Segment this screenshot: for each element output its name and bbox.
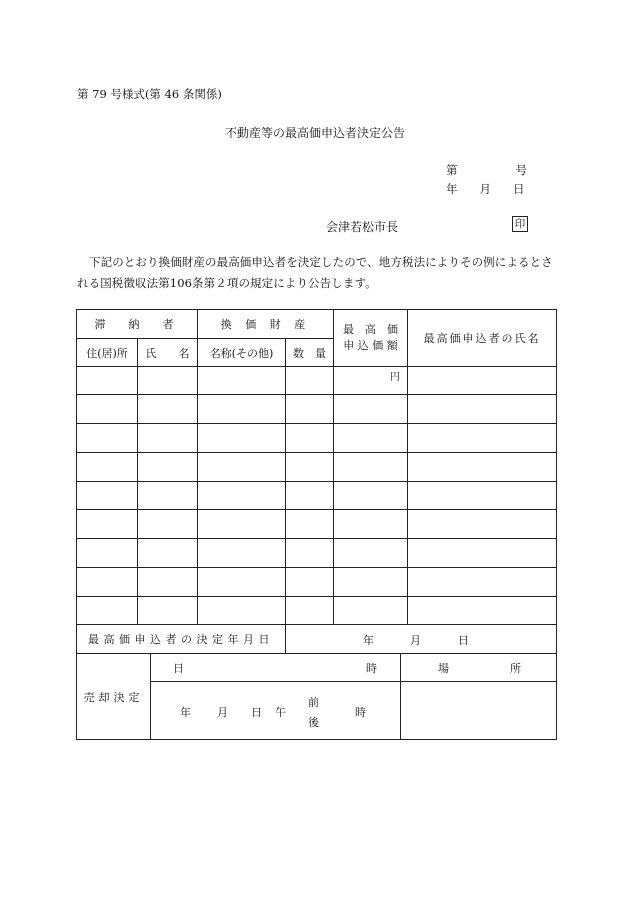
yen-unit: 円 (390, 372, 400, 383)
sale-datetime-label-day: 日 (173, 662, 184, 675)
row-line (76, 538, 557, 539)
decision-date-month: 月 (410, 634, 421, 647)
page-title: 不動産等の最高価申込者決定公告 (224, 126, 405, 140)
form-number: 第 79 号様式(第 46 条関係) (77, 87, 222, 101)
sub-header-quantity: 数 量 (293, 346, 326, 360)
row-line (76, 481, 557, 482)
seal-stamp: 印 (512, 216, 528, 232)
sale-place-label-ba: 場 (438, 662, 449, 675)
date-month: 月 (479, 182, 491, 196)
sale-date-year: 年 (180, 706, 191, 719)
number-dai: 第 (446, 163, 458, 177)
header-taxpayer: 滞 納 者 (94, 318, 180, 331)
date-day: 日 (513, 182, 525, 196)
sub-header-property-name: 名称(その他) (209, 346, 274, 360)
row-line (76, 567, 557, 568)
header-max-price-line2: 申 込 価 額 (343, 339, 398, 352)
sale-date-pm: 午 (275, 706, 286, 719)
sub-header-name: 氏 名 (145, 346, 190, 360)
row-line (76, 596, 557, 597)
sub-header-address: 住(居)所 (86, 346, 128, 360)
header-bottom-line (76, 366, 557, 367)
sale-date-day: 日 (251, 706, 262, 719)
row-line (76, 394, 557, 395)
decision-date-label: 最高価申込者の決定年月日 (88, 633, 274, 646)
notice-body (77, 252, 555, 294)
row-line (76, 423, 557, 424)
document-number-line (446, 162, 527, 178)
table-border-right (556, 309, 557, 740)
sale-place-label-sho: 所 (510, 662, 521, 675)
number-go: 号 (515, 163, 527, 177)
sale-date-go: 後 (308, 716, 319, 729)
issuer-mayor: 会津若松市長 (326, 220, 399, 234)
sale-divider (150, 653, 151, 739)
document-date-line (446, 181, 525, 197)
header-property: 換 価 財 産 (220, 318, 311, 331)
decision-date-day: 日 (458, 634, 469, 647)
header-max-price-line1: 最 高 価 (343, 323, 398, 336)
sale-date-zen: 前 (308, 696, 319, 709)
sale-datetime-label-time: 時 (366, 662, 377, 675)
row-line (76, 509, 557, 510)
sale-date-ji: 時 (355, 706, 366, 719)
notice-body-text: 下記のとおり換価財産の最高価申込者を決定したので、地方税法によりその例によるとされる国税徴収法第106条第２項の規定により公告します。 (77, 255, 553, 290)
row-line (76, 452, 557, 453)
col-line (137, 338, 138, 624)
table-border-bottom (76, 739, 557, 740)
header-max-price (334, 310, 407, 366)
decision-date-year: 年 (363, 634, 374, 647)
decision-divider (285, 624, 286, 653)
sale-date-month: 月 (217, 706, 228, 719)
sale-decision-label: 売却決定 (83, 690, 144, 704)
sale-row-line (150, 681, 557, 682)
sale-divider (400, 653, 401, 739)
date-year: 年 (446, 182, 458, 196)
header-bidder-name: 最高価申込者の氏名 (423, 332, 541, 345)
col-line (285, 338, 286, 624)
